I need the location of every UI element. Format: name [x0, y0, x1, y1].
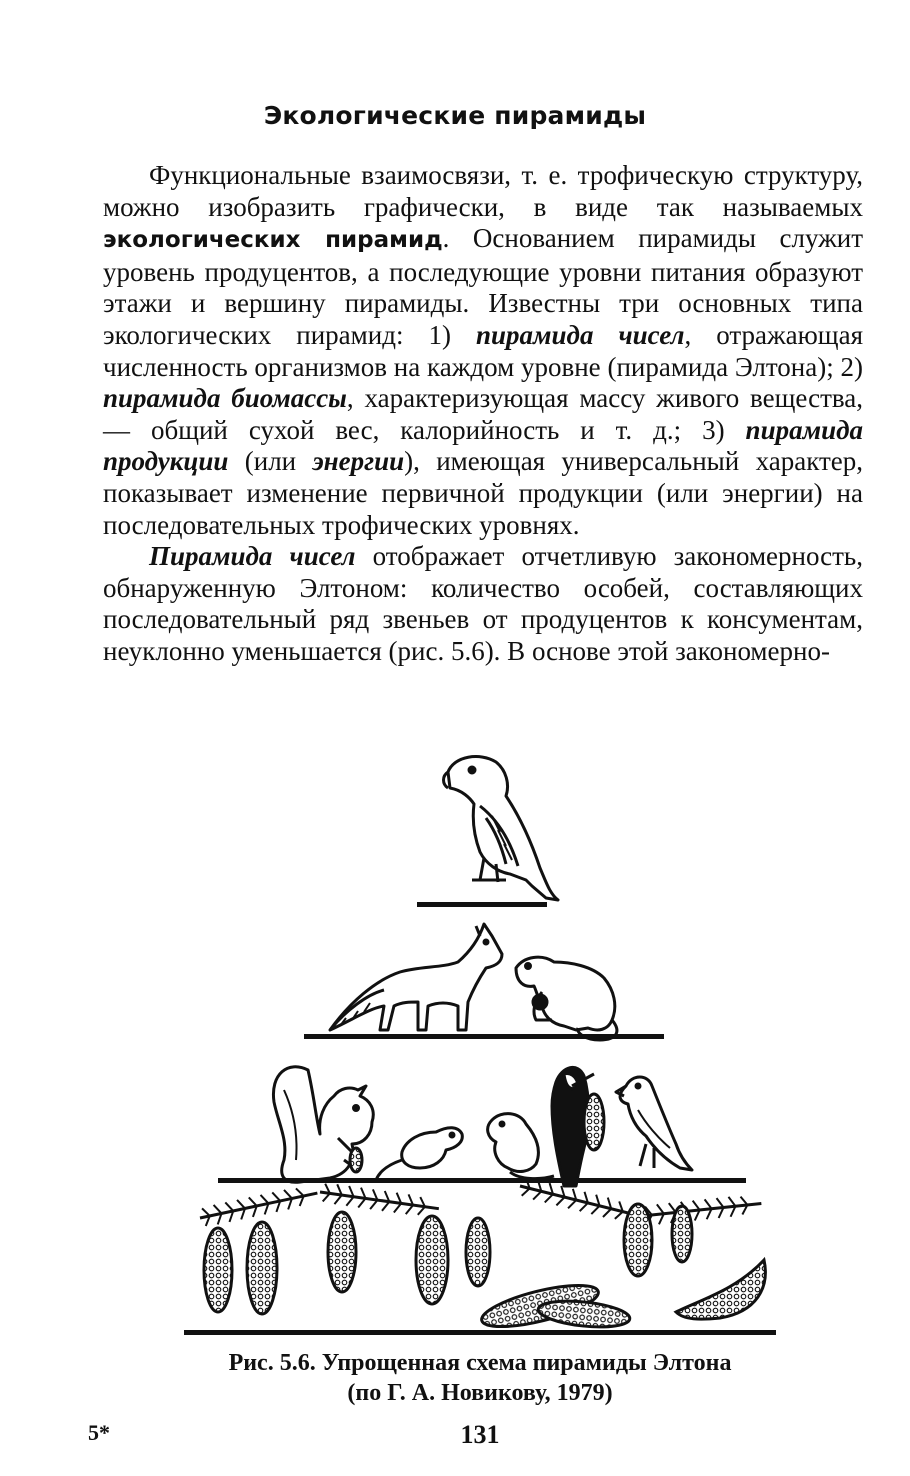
term-pyramid-of-biomass: пирамида биомассы	[103, 383, 347, 414]
caption-line-1: Рис. 5.6. Упрощенная схема пирамиды Элтона	[228, 1350, 732, 1376]
level-4-line	[417, 902, 547, 907]
mouse-icon	[376, 1128, 462, 1180]
spruce-cone-icon	[204, 1204, 765, 1335]
level-2-line	[218, 1178, 746, 1183]
paragraph-1-text: Функциональные взаимосвязи, т. е. трофическую структуру, можно изобразить графически, в виде так называемых	[103, 160, 863, 222]
caption-line-2: (по Г. А. Новикову, 1979)	[347, 1380, 613, 1406]
figure-caption	[0, 1348, 910, 1408]
term-pyramid-of-numbers: пирамида чисел	[476, 319, 685, 350]
paragraph-2-text: отображает отчетливую закономерность, обнаруженную Элтоном: количество особей, составляющих последовательный ряд звеньев от продуцентов к консументам, неуклонно уменьшается (рис. 5.6). В основе этой закономерно-	[103, 541, 863, 666]
signature-mark: 5*	[88, 1420, 110, 1445]
page-number: 131	[460, 1420, 500, 1449]
paragraph-1-text: , характеризующая массу живого вещества, — общий сухой вес, калорийность и т. д.; 3)	[103, 383, 863, 445]
pyramid-illustration	[180, 740, 780, 1340]
paragraph-1-text: . Основанием пирамиды служит уровень продуцентов, а последующие уровни питания образуют этажи и вершину пирамиды. Известны три основных типа экологических пирамид: 1)	[103, 223, 863, 350]
paragraph-1-text: , отражающая численность организмов на каждом уровне (пирамида Элтона); 2)	[103, 319, 863, 382]
level-1-line	[184, 1330, 776, 1335]
paragraph-1-text: (или	[228, 446, 313, 477]
vole-icon	[488, 1114, 554, 1179]
fox-icon	[330, 924, 502, 1030]
level-3-line	[304, 1034, 664, 1039]
paragraph-2	[103, 541, 863, 667]
squirrel-icon	[273, 1067, 373, 1183]
paragraph-1-text: ), имеющая универсальный характер, показывает изменение первичной продукции (или энергии) на последовательных трофических уровнях.	[103, 446, 863, 540]
woodpecker-icon	[552, 1067, 604, 1186]
paragraph-1	[103, 160, 863, 541]
term-ecological-pyramids: экологических пирамид	[103, 227, 443, 254]
term-pyramid-of-production: пирамида продукции	[103, 414, 863, 477]
body-text	[103, 160, 863, 668]
hawk-icon	[444, 757, 559, 900]
term-energy: энергии	[312, 446, 405, 477]
marten-icon	[516, 957, 617, 1040]
section-heading: Экологические пирамиды	[263, 101, 647, 130]
term-pyramid-of-numbers: Пирамида чисел	[149, 541, 356, 572]
eltons-pyramid-figure	[180, 740, 780, 1340]
crossbill-icon	[616, 1077, 692, 1170]
